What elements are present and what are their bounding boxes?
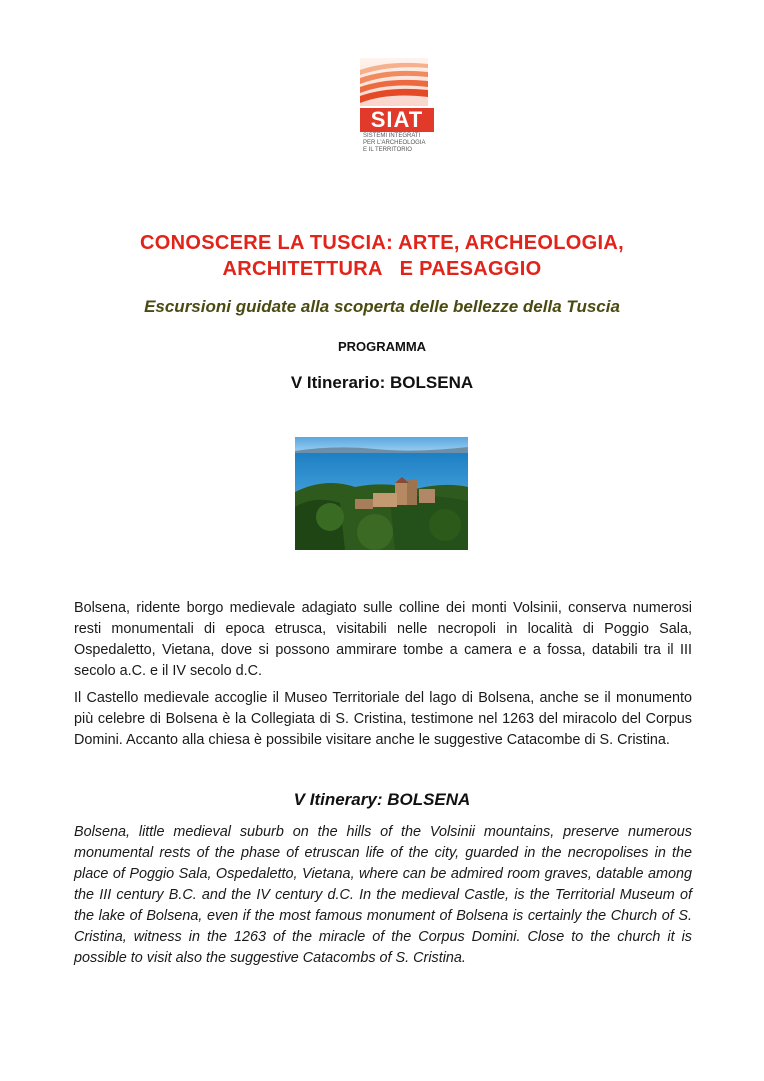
itinerary-heading-it: V Itinerario: BOLSENA [290, 373, 474, 392]
logo-name: SIAT [360, 108, 434, 132]
paragraph-it-2: Il Castello medievale accoglie il Museo Territoriale del lago di Bolsena, anche se il monumento più celebre di Bolsena è la Collegiata di S. Cristina, testimone nel 1263 del miracolo del Corpus Domini. Accanto alla chiesa è possibile visitare anche le suggestive Catacombe di S. Cristina. [74, 690, 692, 748]
document-subtitle: Escursioni guidate alla scoperta delle bellezze della Tuscia [144, 297, 620, 316]
logo-waves-icon [358, 56, 428, 106]
title-line-2: ARCHITETTURA E PAESAGGIO [222, 258, 542, 280]
paragraph-it-1: Bolsena, ridente borgo medievale adagiato sulle colline dei monti Volsinii, conserva numerosi resti monumentali di epoca etrusca, visitabili nelle necropoli in località di Poggio Sala, Ospedaletto, Vietana, dove si possono ammirare tombe a camera e a fossa, databili tra il III secolo a.C. e il IV secolo d.C. [74, 600, 692, 679]
logo-tagline-line: E IL TERRITORIO [363, 147, 412, 153]
bolsena-lake-photo [295, 437, 468, 550]
itinerary-heading-en: V Itinerary: BOLSENA [293, 790, 471, 809]
document-title [60, 230, 704, 282]
logo-tagline-line: PER L'ARCHEOLOGIA [363, 140, 426, 146]
siat-logo-icon [358, 56, 448, 152]
logo-tagline-line: SISTEMI INTEGRATI [363, 133, 421, 139]
logo-tagline [363, 133, 463, 154]
paragraph-en: Bolsena, little medieval suburb on the hills of the Volsinii mountains, preserve numerous monumental rests of the phase of etruscan life of the city, guarded in the necropolises in the place of Poggio Sala, Ospedaletto, Vietana, where can be admired room graves, datable among the III century B.C. and the IV century d.C. In the medieval Castle, is the Territorial Museum of the lake of Bolsena, even if the most famous monument of Bolsena is certainly the Church of S. Cristina, witness in the 1263 of the miracle of the Corpus Domini. Close to the church it is possible to visit also the suggestive Catacombs of S. Cristina. [74, 824, 692, 966]
title-line-1: CONOSCERE LA TUSCIA: ARTE, ARCHEOLOGIA, [140, 232, 624, 254]
program-heading: PROGRAMMA [337, 339, 427, 354]
